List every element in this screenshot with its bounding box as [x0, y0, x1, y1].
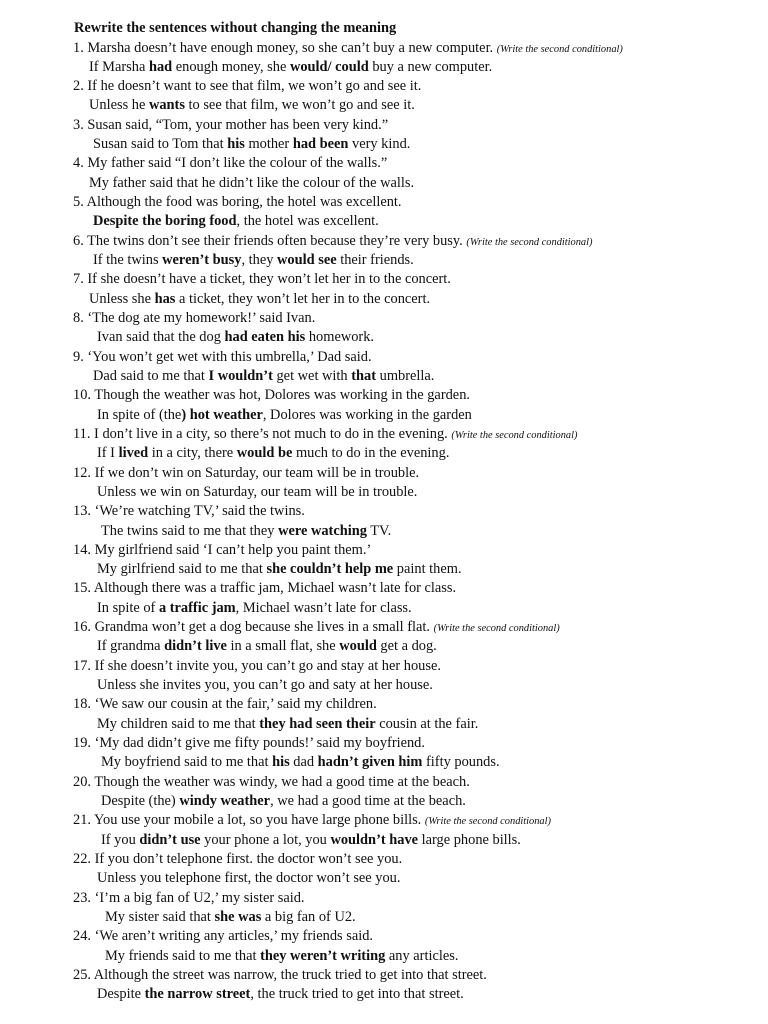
instruction-note: (Write the second conditional)	[433, 623, 560, 635]
answer-line	[89, 290, 430, 309]
instruction-note: (Write the second conditional)	[451, 429, 578, 441]
sentence-text: much to do in the evening.	[292, 445, 450, 462]
answer-keyword: that	[351, 367, 377, 384]
answer-keyword: had been	[292, 136, 349, 153]
answer-keyword: windy weather	[179, 792, 271, 809]
sentence-text: , Michael wasn’t late for class.	[235, 599, 412, 616]
question-line	[73, 657, 441, 676]
sentence-text: , they	[241, 252, 278, 269]
question-line	[73, 154, 387, 173]
question-line	[73, 348, 372, 367]
sentence-text: 15. Although there was a traffic jam, Michael wasn’t late for class.	[73, 580, 457, 597]
sentence-text: My girlfriend said to me that	[97, 561, 267, 578]
answer-line	[101, 753, 500, 772]
sentence-text: 3. Susan said, “Tom, your mother has been very kind.”	[73, 116, 389, 133]
sentence-text: , we had a good time at the beach.	[270, 792, 466, 809]
answer-line	[97, 676, 433, 695]
answer-line	[105, 947, 458, 966]
sentence-text: My boyfriend said to me that	[101, 754, 273, 771]
sentence-text: fifty pounds.	[422, 754, 500, 771]
sentence-text: 18. ‘We saw our cousin at the fair,’ said my children.	[73, 696, 377, 713]
sentence-text: large phone bills.	[418, 831, 521, 848]
sentence-text: 7. If she doesn’t have a ticket, they won’t let her in to the concert.	[73, 271, 451, 288]
question-line	[73, 386, 470, 405]
question-line	[73, 309, 315, 328]
sentence-text: , the truck tried to get into that street.	[250, 986, 464, 1003]
question-line	[73, 579, 456, 598]
question-line	[73, 193, 402, 212]
answer-keyword: she couldn’t help me	[266, 561, 394, 578]
sentence-text: a big fan of U2.	[261, 908, 356, 925]
sentence-text: 11. I don’t live in a city, so there’s not much to do in the evening.	[73, 425, 452, 442]
question-line	[73, 850, 402, 869]
answer-line	[97, 560, 462, 579]
question-line	[73, 464, 419, 483]
sentence-text: If you	[101, 831, 140, 848]
question-line	[73, 116, 388, 135]
answer-line	[97, 715, 478, 734]
sentence-text: My friends said to me that	[105, 947, 261, 964]
question-line	[73, 618, 560, 638]
answer-line	[97, 869, 400, 888]
question-line	[73, 889, 305, 908]
instruction-note: (Write the second conditional)	[466, 236, 593, 248]
sentence-text: enough money, she	[172, 58, 290, 75]
sentence-text: umbrella.	[376, 367, 435, 384]
answer-keyword: would/ could	[289, 58, 369, 75]
sentence-text: to see that film, we won’t go and see it.	[184, 97, 415, 114]
answer-line	[97, 406, 472, 425]
question-line	[73, 232, 592, 252]
question-line	[73, 502, 305, 521]
sentence-text: 22. If you don’t telephone first. the doctor won’t see you.	[73, 850, 403, 867]
sentence-text: My children said to me that	[97, 715, 260, 732]
answer-keyword: they weren’t writing	[260, 947, 386, 964]
answer-keyword: a traffic jam	[158, 599, 236, 616]
sentence-text: 25. Although the street was narrow, the truck tried to get into that street.	[73, 966, 487, 983]
answer-line	[89, 58, 492, 77]
answer-line	[89, 174, 414, 193]
answer-keyword: didn’t use	[139, 831, 201, 848]
sentence-text: very kind.	[348, 136, 411, 153]
sentence-text: In spite of (the	[97, 406, 182, 423]
answer-keyword: they had seen their	[259, 715, 376, 732]
sentence-text: In spite of	[97, 599, 159, 616]
answer-keyword: weren’t busy	[162, 252, 242, 269]
instruction-note: (Write the second conditional)	[496, 43, 623, 55]
answer-line	[97, 985, 464, 1004]
sentence-text: If the twins	[93, 252, 163, 269]
answer-keyword: lived	[118, 445, 149, 462]
answer-keyword: would see	[277, 252, 337, 269]
sentence-text: If I	[97, 445, 119, 462]
question-line	[73, 77, 421, 96]
sentence-text: 4. My father said “I don’t like the colour of the walls.”	[73, 155, 388, 172]
answer-line	[101, 522, 391, 541]
sentence-text: Unless you telephone first, the doctor won’t see you.	[97, 870, 401, 887]
worksheet-title: Rewrite the sentences without changing the meaning	[74, 20, 397, 36]
sentence-text: Unless she	[89, 290, 155, 307]
sentence-text: get a dog.	[376, 638, 437, 655]
answer-keyword: wouldn’t have	[330, 831, 419, 848]
sentence-text: in a city, there	[148, 445, 237, 462]
sentence-text: get wet with	[272, 367, 352, 384]
question-line	[73, 927, 373, 946]
sentence-text: 8. ‘The dog ate my homework!’ said Ivan.	[73, 309, 316, 326]
answer-keyword: didn’t live	[164, 638, 227, 655]
sentence-text: 16. Grandma won’t get a dog because she lives in a small flat.	[73, 619, 434, 636]
sentence-text: any articles.	[385, 947, 459, 964]
answer-line	[93, 251, 414, 270]
answer-keyword: has	[154, 290, 176, 307]
sentence-text: Unless he	[89, 97, 149, 114]
sentence-text: , Dolores was working in the garden	[262, 406, 472, 423]
answer-line	[101, 831, 521, 850]
sentence-text: Unless she invites you, you can’t go and saty at her house.	[97, 677, 433, 694]
sentence-text: 23. ‘I’m a big fan of U2,’ my sister said.	[73, 889, 305, 906]
sentence-text: 12. If we don’t win on Saturday, our team will be in trouble.	[73, 464, 420, 481]
sentence-text: 9. ‘You won’t get wet with this umbrella,’ Dad said.	[73, 348, 372, 365]
sentence-text: 13. ‘We’re watching TV,’ said the twins.	[73, 503, 305, 520]
question-line	[73, 695, 377, 714]
sentence-text: their friends.	[336, 252, 414, 269]
question-line	[73, 541, 371, 560]
answer-line	[89, 96, 415, 115]
sentence-text: 5. Although the food was boring, the hotel was excellent.	[73, 194, 402, 211]
answer-keyword: wants	[148, 97, 185, 114]
sentence-text: homework.	[305, 329, 375, 346]
answer-line	[93, 212, 379, 231]
sentence-text: a ticket, they won’t let her in to the concert.	[175, 290, 431, 307]
question-line	[73, 39, 623, 59]
answer-keyword: ) hot weather	[181, 406, 263, 423]
answer-line	[97, 483, 417, 502]
sentence-text: 2. If he doesn’t want to see that film, we won’t go and see it.	[73, 78, 422, 95]
sentence-text: 20. Though the weather was windy, we had a good time at the beach.	[73, 773, 470, 790]
sentence-text: TV.	[366, 522, 392, 539]
sentence-text: Dad said to me that	[93, 367, 209, 384]
sentence-text: My father said that he didn’t like the colour of the walls.	[89, 174, 415, 191]
sentence-text: cousin at the fair.	[375, 715, 479, 732]
sentence-text: mother	[244, 136, 293, 153]
answer-line	[93, 367, 434, 386]
sentence-text: , the hotel was excellent.	[236, 213, 379, 230]
answer-keyword: would	[339, 638, 377, 655]
answer-keyword: his	[227, 136, 245, 153]
sentence-text: Despite	[97, 986, 145, 1003]
answer-keyword: hadn’t given him	[317, 754, 423, 771]
answer-line	[101, 792, 466, 811]
question-line	[73, 811, 551, 831]
sentence-text: 1. Marsha doesn’t have enough money, so she can’t buy a new computer.	[73, 39, 497, 56]
sentence-text: in a small flat, she	[226, 638, 340, 655]
question-line	[73, 966, 487, 985]
answer-line	[105, 908, 356, 927]
sentence-text: Unless we win on Saturday, our team will be in trouble.	[97, 483, 418, 500]
answer-keyword: the narrow street	[144, 986, 251, 1003]
question-line	[73, 773, 470, 792]
answer-keyword: were watching	[278, 522, 367, 539]
sentence-text: Susan said to Tom that	[93, 136, 228, 153]
question-line	[73, 734, 425, 753]
sentence-text: The twins said to me that they	[101, 522, 279, 539]
sentence-text: 17. If she doesn’t invite you, you can’t go and stay at her house.	[73, 657, 441, 674]
answer-keyword: I wouldn’t	[208, 367, 273, 384]
sentence-text: buy a new computer.	[368, 58, 493, 75]
answer-keyword: his	[272, 754, 290, 771]
answer-keyword: she was	[214, 908, 262, 925]
instruction-note: (Write the second conditional)	[424, 816, 551, 828]
sentence-text: 21. You use your mobile a lot, so you have large phone bills.	[73, 812, 425, 829]
sentence-text: 14. My girlfriend said ‘I can’t help you paint them.’	[73, 541, 372, 558]
sentence-text: If grandma	[97, 638, 165, 655]
sentence-text: 19. ‘My dad didn’t give me fifty pounds!’ said my boyfriend.	[73, 735, 425, 752]
sentence-text: your phone a lot, you	[200, 831, 331, 848]
sentence-text: 24. ‘We aren’t writing any articles,’ my friends said.	[73, 928, 374, 945]
sentence-text: 10. Though the weather was hot, Dolores was working in the garden.	[73, 387, 470, 404]
answer-line	[93, 135, 410, 154]
sentence-text: If Marsha	[89, 58, 149, 75]
sentence-text: 6. The twins don’t see their friends often because they’re very busy.	[73, 232, 467, 249]
answer-line	[97, 328, 374, 347]
question-line	[73, 425, 577, 445]
answer-keyword: would be	[236, 445, 293, 462]
sentence-text: dad	[289, 754, 318, 771]
answer-line	[97, 599, 412, 618]
answer-line	[97, 444, 449, 463]
sentence-text: My sister said that	[105, 908, 215, 925]
question-line	[73, 270, 451, 289]
answer-line	[97, 637, 437, 656]
sentence-text: Despite (the)	[101, 792, 180, 809]
sentence-text: paint them.	[393, 561, 462, 578]
answer-keyword: had	[148, 58, 173, 75]
answer-keyword: had eaten his	[224, 329, 306, 346]
sentence-text: Ivan said that the dog	[97, 329, 225, 346]
answer-keyword: Despite the boring food	[93, 213, 237, 230]
